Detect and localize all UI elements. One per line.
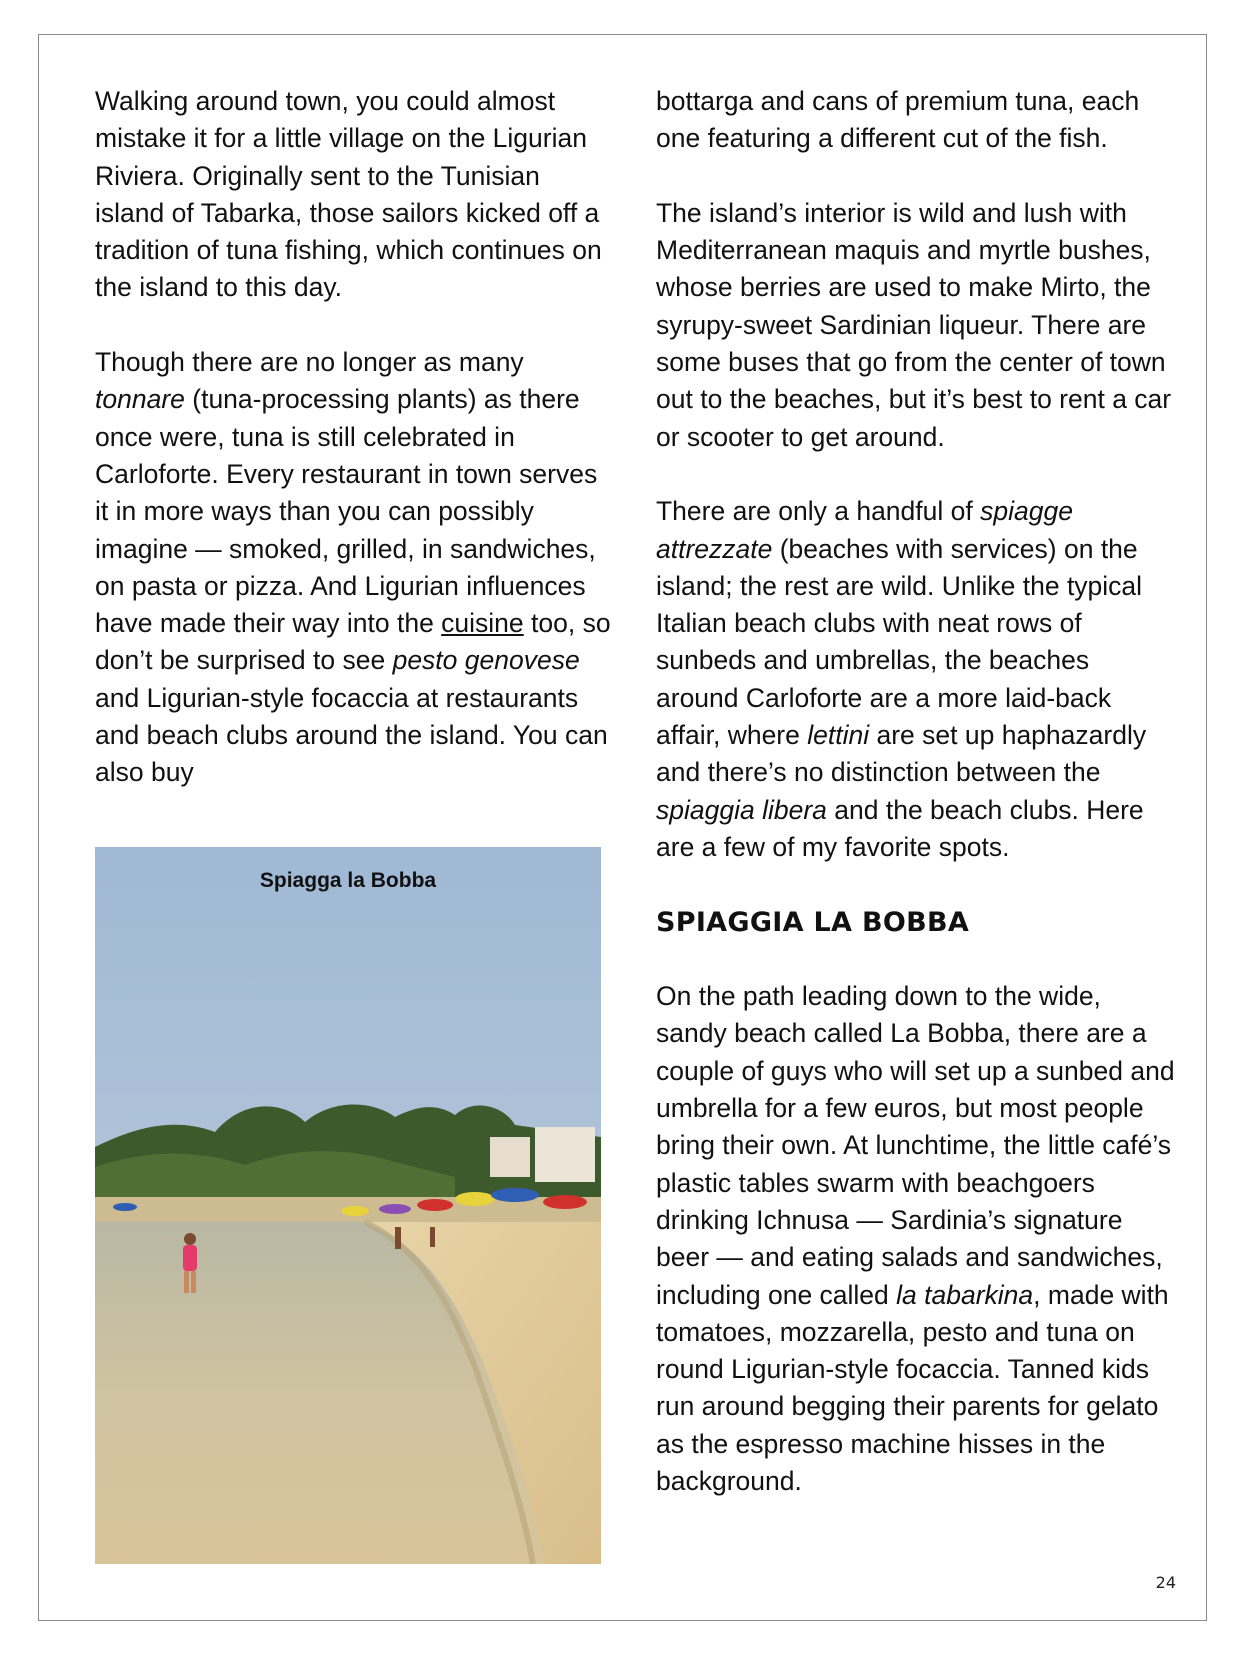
italic-term: spiagge attrezzate [656,496,1073,564]
left-column [95,83,615,792]
photo-caption: Spiagga la Bobba [259,869,437,892]
text-run: are set up haphazardly and there’s no distinction between the [656,720,1147,788]
section-heading: SPIAGGIA LA BOBBA [656,906,970,938]
paragraph: Walking around town, you could almost mistake it for a little village on the Ligurian Riviera. Originally sent to the Tunisian island of Tabarka, those sailors kicked off a tradition of tuna fishing, which continues on the island to this day. [95,86,602,303]
italic-term: lettini [807,720,870,751]
text-run: , made with tomatoes, mozzarella, pesto and tuna on round Ligurian-style focaccia. Tanned kids run around begging their parents for gelato as the espresso machine hisses in the background. [656,1279,1169,1496]
paragraph [656,493,1176,866]
paragraph: bottarga and cans of premium tuna, each one featuring a different cut of the fish. [656,86,1140,154]
right-column [656,83,1176,1500]
text-run: too, so don’t be surprised to see [95,608,611,676]
text-run: and Ligurian-style focaccia at restaurants and beach clubs around the island. You can also buy [95,682,608,788]
cuisine-link[interactable]: cuisine [441,608,524,639]
italic-term: tonnare [95,384,185,415]
page-number: 24 [1155,1573,1176,1592]
paragraph: The island’s interior is wild and lush with Mediterranean maquis and myrtle bushes, whose berries are used to make Mirto, the syrupy-sweet Sardinian liqueur. There are some buses that go from the center of town out to the beaches, but it’s best to rent a car or scooter to get around. [656,197,1172,452]
paragraph [656,978,1176,1500]
italic-term: la tabarkina [896,1279,1034,1310]
italic-term: spiaggia libera [656,794,827,825]
document-page [38,34,1207,1621]
beach-photo [95,847,601,1564]
text-run: There are only a handful of [656,496,981,527]
paragraph [95,344,615,792]
text-run: (tuna-processing plants) as there once were, tuna is still celebrated in Carloforte. Every restaurant in town serves it in more ways than you can possibly imagine — smoked, grilled, in sandwiches, on pasta or pizza. And Ligurian influences have made their way into the [95,384,598,639]
text-run: On the path leading down to the wide, sandy beach called La Bobba, there are a couple of guys who will set up a sunbed and umbrella for a few euros, but most people bring their own. At lunchtime, the little café’s plastic tables swarm with beachgoers drinking Ichnusa — Sardinia’s signature beer — and eating salads and sandwiches, including one called [656,981,1175,1310]
text-run: Though there are no longer as many [95,347,524,378]
text-run: (beaches with services) on the island; the rest are wild. Unlike the typical Italian beach clubs with neat rows of sunbeds and umbrellas, the beaches around Carloforte are a more laid-back affair, where [656,533,1143,751]
beach-illustration [95,847,601,1564]
text-run: and the beach clubs. Here are a few of my favorite spots. [656,794,1144,862]
italic-term: pesto genovese [392,645,580,676]
